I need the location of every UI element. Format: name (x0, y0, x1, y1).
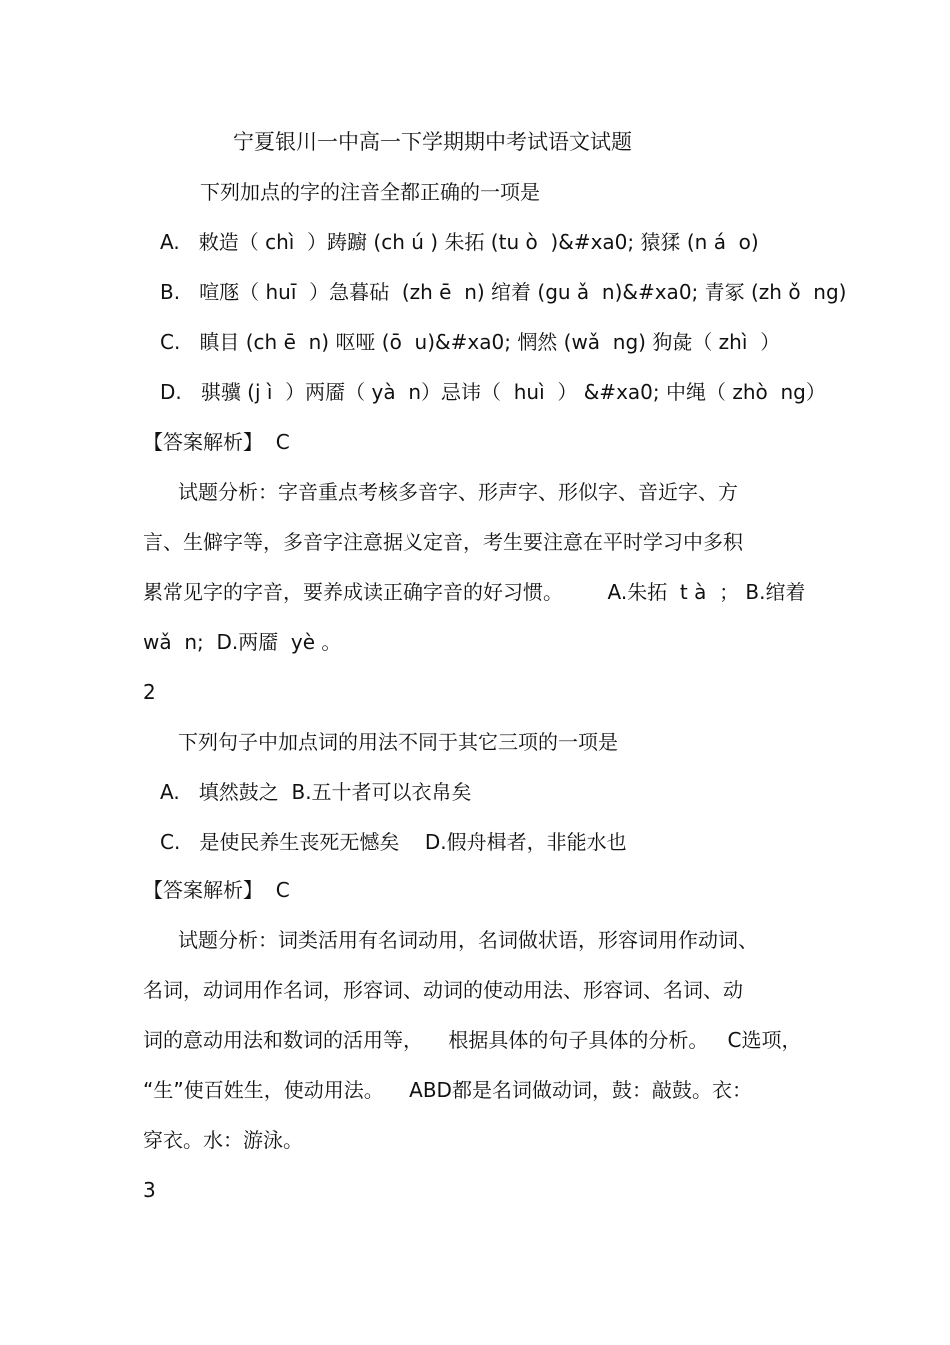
question-1-option-a: A. 敕造（ chì ）踌躕 (ch ú ) 朱拓 (tu ò )&#xa0; 猿猱 (n á o) (160, 230, 759, 254)
question-2-options-ab: A. 填然鼓之 B.五十者可以衣帛矣 (160, 780, 472, 804)
question-number-2: 2 (143, 680, 156, 704)
question-2-options-cd: C. 是使民养生丧死无憾矣 D.假舟楫者，非能水也 (160, 830, 627, 854)
question-1-option-d: D. 骐骥 (j ì ）两靥（ yà n）忌讳（ huì ） &#xa0; 中绳（ zhò ng） (160, 380, 826, 404)
question-2-analysis-line: “生”使百姓生，使动用法。 ABD都是名词做动词，鼓：敲鼓。衣： (143, 1078, 752, 1102)
question-1-analysis-line: 试题分析：字音重点考核多音字、形声字、形似字、音近字、方 (178, 480, 738, 504)
question-1-option-b: B. 喧豗（ huī ）急暮砧 (zh ē n) 绾着 (gu ǎ n)&#xa0; 青冢 (zh ǒ ng) (160, 280, 847, 304)
page-title: 宁夏银川一中高一下学期期中考试语文试题 (233, 130, 632, 154)
question-1-stem: 下列加点的字的注音全都正确的一项是 (200, 180, 540, 204)
question-2-answer: 【答案解析】 C (143, 878, 290, 902)
question-1-answer: 【答案解析】 C (143, 430, 290, 454)
question-2-analysis-line: 词的意动用法和数词的活用等， 根据具体的句子具体的分析。 C选项， (143, 1028, 802, 1052)
question-1-option-c: C. 瞋目 (ch ē n) 呕哑 (ō u)&#xa0; 惘然 (wǎ ng) 狗彘（ zhì ） (160, 330, 781, 354)
question-2-stem: 下列句子中加点词的用法不同于其它三项的一项是 (178, 730, 618, 754)
question-2-analysis-line: 穿衣。水：游泳。 (143, 1128, 303, 1152)
question-2-analysis-line: 名词，动词用作名词，形容词、动词的使动用法、形容词、名词、动 (143, 978, 743, 1002)
question-1-analysis-line: 累常见字的字音，要养成读正确字音的好习惯。 A.朱拓 t à ； B.绾着 (143, 580, 806, 604)
question-1-analysis-line: wǎ n; D.两靥 yè 。 (143, 630, 342, 654)
question-2-analysis-line: 试题分析：词类活用有名词动用，名词做状语，形容词用作动词、 (178, 928, 758, 952)
question-1-analysis-line: 言、生僻字等，多音字注意据义定音，考生要注意在平时学习中多积 (143, 530, 743, 554)
question-number-3: 3 (143, 1178, 156, 1202)
